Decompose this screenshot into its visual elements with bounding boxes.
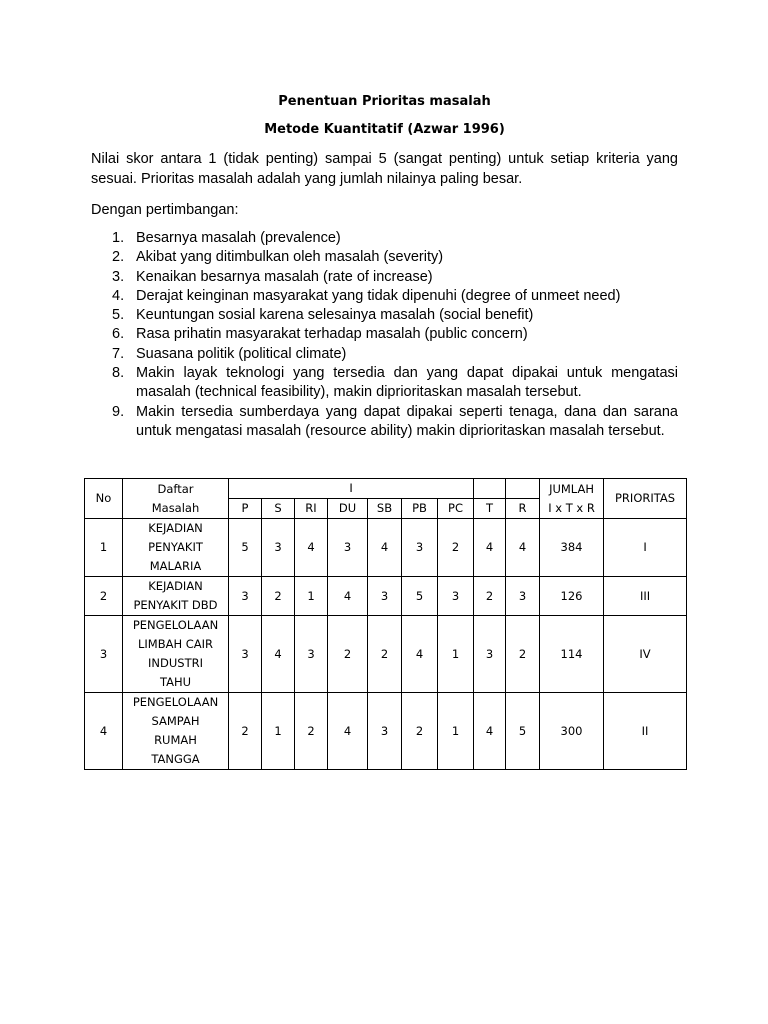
cell-prioritas: III — [604, 577, 687, 616]
cell-jumlah: 114 — [540, 616, 604, 693]
cell-score: 3 — [506, 577, 540, 616]
cell-score: 4 — [328, 577, 368, 616]
header-masalah-line: Masalah — [151, 500, 200, 515]
cell-score: 3 — [262, 519, 295, 577]
cell-score: 1 — [438, 693, 474, 770]
masalah-line: KEJADIAN — [148, 579, 203, 593]
cell-score: 2 — [262, 577, 295, 616]
criteria-text: Rasa prihatin masyarakat terhadap masalah (public concern) — [136, 326, 528, 343]
cell-score: 2 — [328, 616, 368, 693]
criteria-number: 8. — [112, 365, 125, 382]
criteria-number: 2. — [112, 249, 125, 266]
header-jumlah — [540, 479, 604, 519]
cell-no: 4 — [85, 693, 123, 770]
cell-prioritas: IV — [604, 616, 687, 693]
header-daftar-masalah — [123, 479, 229, 519]
table-row — [85, 519, 687, 577]
criteria-text: Akibat yang ditimbulkan oleh masalah (severity) — [136, 249, 444, 266]
header-blank-r — [506, 479, 540, 499]
header-jumlah-line: JUMLAH — [549, 481, 594, 496]
table-row — [85, 693, 687, 770]
cell-prioritas: I — [604, 519, 687, 577]
cell-masalah — [123, 577, 229, 616]
criteria-number: 4. — [112, 287, 125, 304]
criteria-text: Derajat keinginan masyarakat yang tidak dipenuhi (degree of unmeet need) — [136, 287, 621, 304]
cell-score: 1 — [438, 616, 474, 693]
priority-table — [84, 478, 687, 770]
masalah-line: PENGELOLAAN — [132, 695, 219, 709]
cell-score: 2 — [229, 693, 262, 770]
masalah-line: LIMBAH CAIR — [137, 637, 214, 651]
cell-score: 3 — [438, 577, 474, 616]
masalah-line: MALARIA — [149, 559, 202, 573]
cell-score: 1 — [262, 693, 295, 770]
document-subtitle: Metode Kuantitatif (Azwar 1996) — [264, 122, 505, 137]
masalah-line: PENYAKIT DBD — [133, 598, 218, 612]
table-header-row — [85, 479, 687, 499]
document-body — [91, 94, 678, 441]
header-daftar-line: Daftar — [157, 481, 194, 496]
masalah-line: PENYAKIT — [148, 540, 203, 554]
cell-score: 3 — [402, 519, 438, 577]
cell-score: 3 — [474, 616, 506, 693]
masalah-line: TAHU — [159, 675, 192, 689]
header-t: T — [474, 499, 506, 519]
cell-prioritas: II — [604, 693, 687, 770]
criteria-text: Keuntungan sosial karena selesainya masalah (social benefit) — [136, 307, 534, 324]
criteria-item — [112, 287, 678, 306]
cell-score: 3 — [368, 577, 402, 616]
header-blank-t — [474, 479, 506, 499]
cell-masalah — [123, 519, 229, 577]
masalah-line: SAMPAH — [151, 714, 200, 728]
cell-score: 3 — [229, 577, 262, 616]
criteria-text: Besarnya masalah (prevalence) — [136, 230, 341, 246]
criteria-item — [112, 325, 678, 344]
criteria-number: 6. — [112, 326, 125, 343]
criteria-item — [112, 229, 678, 248]
criteria-item — [112, 268, 678, 287]
document-title: Penentuan Prioritas masalah — [278, 94, 491, 109]
masalah-line: PENGELOLAAN — [132, 618, 219, 632]
cell-jumlah: 384 — [540, 519, 604, 577]
header-p: P — [229, 499, 262, 519]
criteria-number: 3. — [112, 268, 125, 285]
cell-jumlah: 300 — [540, 693, 604, 770]
criteria-text: Makin tersedia sumberdaya yang dapat dipakai seperti tenaga, dana dan sarana untuk mengatasi masalah (resource ability) makin diprioritaskan masalah tersebut. — [136, 403, 678, 439]
header-group-i: I — [229, 479, 474, 499]
header-no: No — [85, 479, 123, 519]
criteria-item — [112, 364, 678, 403]
criteria-text: Makin layak teknologi yang tersedia dan yang dapat dipakai untuk mengatasi masalah (technical feasibility), makin diprioritaskan masalah tersebut. — [136, 365, 678, 401]
header-prioritas: PRIORITAS — [604, 479, 687, 519]
cell-score: 4 — [368, 519, 402, 577]
header-du: DU — [328, 499, 368, 519]
cell-score: 3 — [229, 616, 262, 693]
cell-score: 4 — [295, 519, 328, 577]
considerations-label: Dengan pertimbangan: — [91, 202, 239, 218]
criteria-item — [112, 403, 678, 442]
header-r: R — [506, 499, 540, 519]
header-sb: SB — [368, 499, 402, 519]
cell-score: 2 — [295, 693, 328, 770]
masalah-line: INDUSTRI — [148, 656, 203, 670]
cell-score: 2 — [506, 616, 540, 693]
header-s: S — [262, 499, 295, 519]
cell-score: 3 — [295, 616, 328, 693]
criteria-text: Suasana politik (political climate) — [136, 345, 347, 362]
cell-score: 2 — [474, 577, 506, 616]
cell-score: 4 — [506, 519, 540, 577]
cell-score: 2 — [368, 616, 402, 693]
criteria-text: Kenaikan besarnya masalah (rate of increase) — [136, 268, 433, 285]
cell-score: 2 — [402, 693, 438, 770]
header-ri: RI — [295, 499, 328, 519]
cell-score: 2 — [438, 519, 474, 577]
header-formula-line: I x T x R — [548, 500, 595, 515]
cell-masalah — [123, 616, 229, 693]
cell-score: 3 — [328, 519, 368, 577]
masalah-line: TANGGA — [151, 752, 200, 766]
criteria-item — [112, 248, 678, 267]
cell-score: 4 — [474, 519, 506, 577]
table-row — [85, 577, 687, 616]
cell-jumlah: 126 — [540, 577, 604, 616]
cell-masalah — [123, 693, 229, 770]
masalah-line: RUMAH — [154, 733, 197, 747]
criteria-number: 1. — [112, 230, 125, 246]
cell-score: 4 — [262, 616, 295, 693]
cell-no: 1 — [85, 519, 123, 577]
cell-score: 3 — [368, 693, 402, 770]
cell-score: 4 — [328, 693, 368, 770]
masalah-line: KEJADIAN — [148, 521, 203, 535]
cell-no: 2 — [85, 577, 123, 616]
table-row — [85, 616, 687, 693]
criteria-item — [112, 306, 678, 325]
cell-score: 4 — [402, 616, 438, 693]
cell-score: 5 — [402, 577, 438, 616]
cell-no: 3 — [85, 616, 123, 693]
cell-score: 5 — [229, 519, 262, 577]
criteria-number: 7. — [112, 345, 125, 362]
header-pb: PB — [402, 499, 438, 519]
cell-score: 4 — [474, 693, 506, 770]
cell-score: 5 — [506, 693, 540, 770]
cell-score: 1 — [295, 577, 328, 616]
criteria-number: 9. — [112, 403, 125, 420]
criteria-list — [91, 229, 678, 441]
criteria-number: 5. — [112, 307, 125, 324]
intro-paragraph: Nilai skor antara 1 (tidak penting) sampai 5 (sangat penting) untuk setiap kriteria yang sesuai. Prioritas masalah adalah yang jumlah nilainya paling besar. — [91, 151, 678, 187]
header-pc: PC — [438, 499, 474, 519]
criteria-item — [112, 345, 678, 364]
